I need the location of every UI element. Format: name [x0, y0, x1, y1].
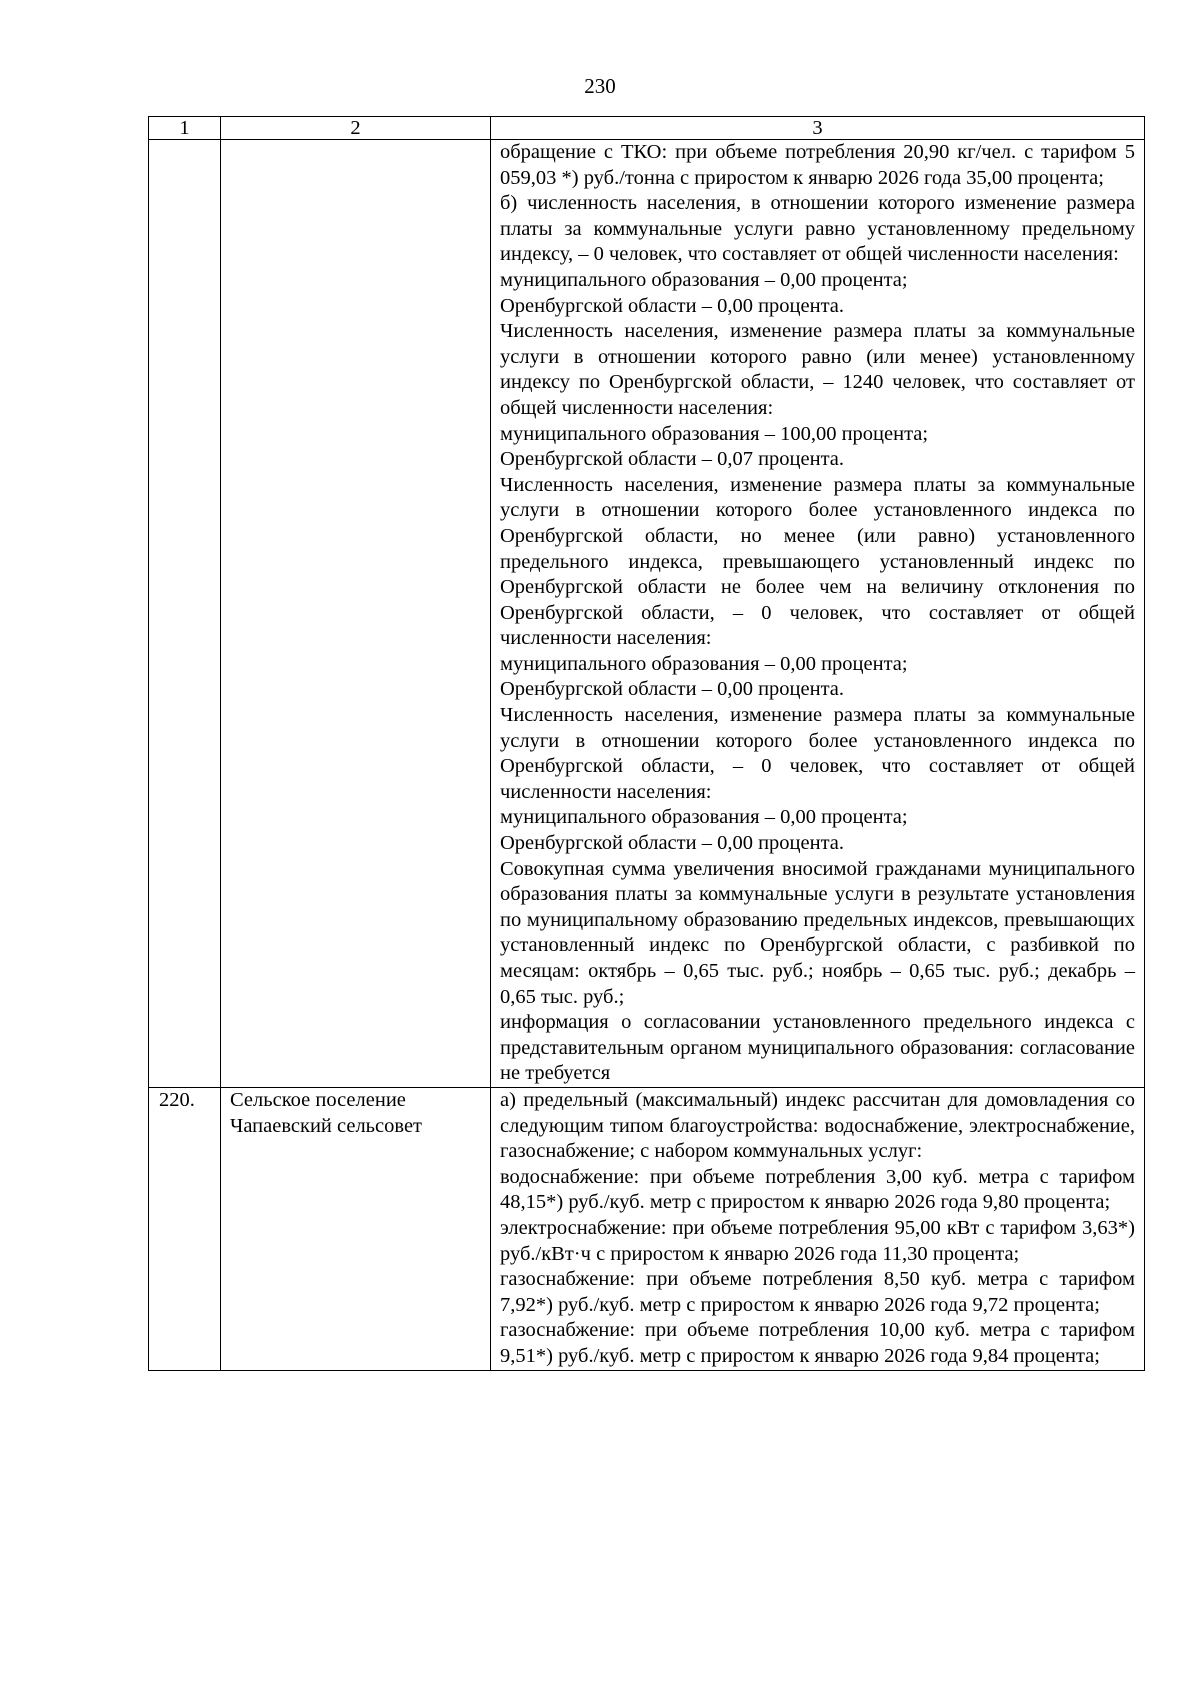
content-paragraph: электроснабжение: при объеме потребления 95,00 кВт с тарифом 3,63*) руб./кВт·ч с приростом к январю 2026 года 11,30 процента;	[500, 1216, 1135, 1265]
page-number: 230	[584, 74, 616, 98]
content-paragraph: муниципального образования – 0,00 процента;	[500, 806, 908, 829]
row-number	[149, 140, 221, 1088]
content-paragraph: муниципального образования – 100,00 процента;	[500, 422, 929, 445]
municipality-name-line: Сельское поселение	[230, 1088, 406, 1111]
content-paragraph: Оренбургской области – 0,00 процента.	[500, 294, 845, 317]
header-cell-3: 3	[491, 117, 1145, 140]
municipality-name-line: Чапаевский сельсовет	[230, 1114, 422, 1137]
content-paragraph: газоснабжение: при объеме потребления 10,00 куб. метра с тарифом 9,51*) руб./куб. метр с приростом к январю 2026 года 9,84 процента;	[500, 1319, 1135, 1367]
content-paragraph: Оренбургской области – 0,00 процента.	[500, 678, 845, 701]
row-content	[491, 140, 1145, 1088]
content-paragraph: Численность населения, изменение размера платы за коммунальные услуги в отношении которого более установленного индекса по Оренбургской области, но менее (или равно) установленного предельного индекса, превышающего установленный индекс по Оренбургской области не более чем на величину отклонения по Оренбургской области, – 0 человек, что составляет от общей численности населения:	[500, 473, 1135, 650]
content-paragraph: водоснабжение: при объеме потребления 3,00 куб. метра с тарифом 48,15*) руб./куб. метр с приростом к январю 2026 года 9,80 процента;	[500, 1165, 1135, 1214]
row-content	[491, 1087, 1145, 1370]
content-paragraph: Совокупная сумма увеличения вносимой гражданами муниципального образования платы за коммунальные услуги в результате установления по муниципальному образованию предельных индексов, превышающих установленный индекс по Оренбургской области, с разбивкой по месяцам: октябрь – 0,65 тыс. руб.; ноябрь – 0,65 тыс. руб.; декабрь – 0,65 тыс. руб.;	[500, 857, 1135, 1008]
content-paragraph: а) предельный (максимальный) индекс рассчитан для домовладения со следующим типом благоустройства: водоснабжение, электроснабжение, газоснабжение; с набором коммунальных услуг:	[500, 1088, 1135, 1163]
table-row	[149, 1087, 1145, 1370]
content-paragraph: Оренбургской области – 0,07 процента.	[500, 448, 845, 471]
content-paragraph: муниципального образования – 0,00 процента;	[500, 268, 908, 291]
header-cell-1: 1	[149, 117, 221, 140]
content-paragraph: обращение с ТКО: при объеме потребления 20,90 кг/чел. с тарифом 5 059,03 *) руб./тонна с приростом к январю 2026 года 35,00 процента;	[500, 141, 1135, 189]
row-number: 220.	[149, 1087, 221, 1370]
municipality-name	[221, 1087, 491, 1370]
content-paragraph: Численность населения, изменение размера платы за коммунальные услуги в отношении которого равно (или менее) установленному индексу по Оренбургской области, – 1240 человек, что составляет от общей численности населения:	[500, 320, 1135, 419]
content-paragraph: газоснабжение: при объеме потребления 8,50 куб. метра с тарифом 7,92*) руб./куб. метр с приростом к январю 2026 года 9,72 процента;	[500, 1268, 1135, 1316]
municipality-name	[221, 140, 491, 1088]
header-cell-2: 2	[221, 117, 491, 140]
table-row	[149, 140, 1145, 1088]
document-table	[148, 116, 1145, 1371]
content-paragraph: информация о согласовании установленного предельного индекса с представительным органом муниципального образования: согласование не требуется	[500, 1011, 1135, 1085]
content-paragraph: муниципального образования – 0,00 процента;	[500, 652, 908, 675]
content-paragraph: б) численность населения, в отношении которого изменение размера платы за коммунальные услуги равно установленному предельному индексу, – 0 человек, что составляет от общей численности населения:	[500, 192, 1135, 266]
content-paragraph: Оренбургской области – 0,00 процента.	[500, 832, 845, 855]
table-header-row	[149, 117, 1145, 140]
content-paragraph: Численность населения, изменение размера платы за коммунальные услуги в отношении которого более установленного индекса по Оренбургской области, – 0 человек, что составляет от общей численности населения:	[500, 704, 1135, 803]
